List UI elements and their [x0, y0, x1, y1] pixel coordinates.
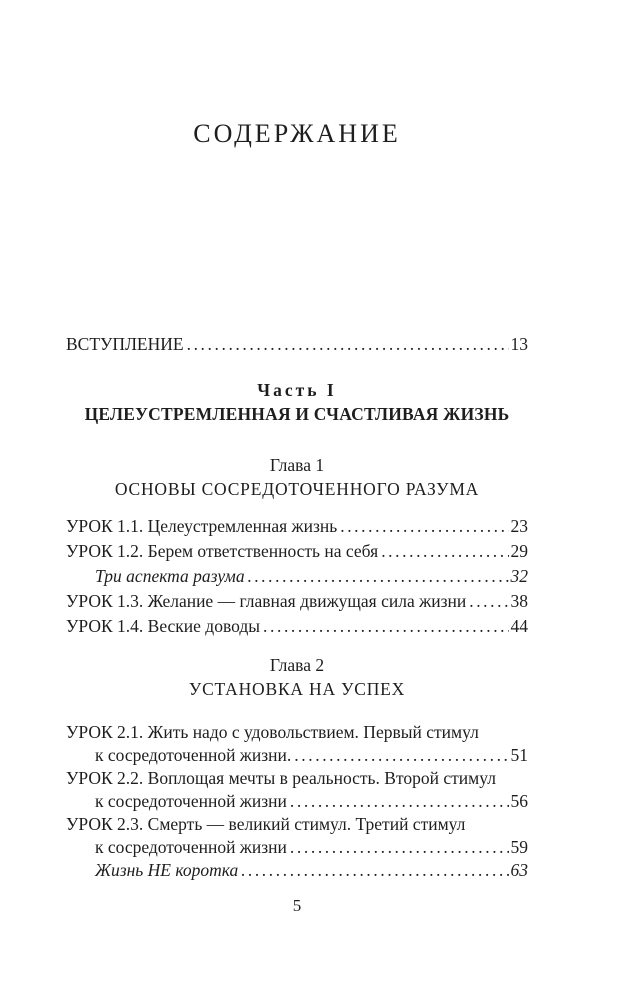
toc-entry-label: УРОК 1.1. Целеустремленная жизнь [66, 516, 338, 536]
toc-entry-label: УРОК 1.2. Берем ответственность на себя [66, 541, 379, 561]
chapter-1-entries [66, 514, 528, 639]
chapter-title: ОСНОВЫ СОСРЕДОТОЧЕННОГО РАЗУМА [114, 479, 480, 499]
toc-entry-page: 32 [510, 566, 528, 586]
toc-entry-page: 38 [510, 591, 528, 611]
page-title: СОДЕРЖАНИЕ [193, 119, 401, 148]
toc-entry-line1 [66, 813, 528, 836]
toc-entry [66, 721, 528, 767]
chapter-title: УСТАНОВКА НА УСПЕХ [188, 679, 406, 699]
toc-entry [66, 539, 528, 564]
dot-leader [340, 514, 508, 539]
toc-subentry [66, 564, 528, 589]
toc-entry-label: УРОК 2.1. Жить надо с удовольствием. Первый стимул [66, 722, 479, 742]
toc-entry-line1 [66, 721, 528, 744]
toc-entry [66, 589, 528, 614]
chapter-kicker: Глава 2 [269, 655, 325, 675]
toc-entry-label: УРОК 2.3. Смерть — великий стимул. Третий стимул [66, 814, 466, 834]
toc-entry-page: 23 [510, 516, 528, 536]
toc-entry-label: Три аспекта разума [95, 566, 245, 586]
toc-entry-page: 13 [510, 334, 528, 354]
toc-entry-line1 [66, 767, 528, 790]
dot-leader [290, 836, 509, 859]
toc-entry-label: Жизнь НЕ коротка [95, 860, 239, 880]
dot-leader [294, 744, 508, 767]
toc-entry-label: к сосредоточенной жизни. [95, 745, 292, 765]
toc-entry-page: 63 [510, 860, 528, 880]
toc-entry-line2 [66, 836, 528, 859]
toc-subentry [66, 859, 528, 882]
dot-leader [263, 614, 508, 639]
toc-entry-intro [66, 332, 528, 357]
toc-entry-label: к сосредоточенной жизни [95, 837, 287, 857]
toc-entry [66, 514, 528, 539]
toc-entry-line2 [66, 790, 528, 813]
chapter-kicker: Глава 1 [269, 455, 325, 475]
toc-entry-page: 51 [510, 745, 528, 765]
toc-entry [66, 767, 528, 813]
toc-entry-label: ВСТУПЛЕНИЕ [66, 334, 184, 354]
chapter-2-entries [66, 721, 528, 882]
dot-leader [187, 332, 509, 357]
toc-entry [66, 813, 528, 859]
dot-leader [241, 859, 508, 882]
page-number: 5 [292, 896, 302, 915]
toc-entry-page: 44 [510, 616, 528, 636]
dot-leader [381, 539, 508, 564]
toc-entry-label: УРОК 1.4. Веские доводы [66, 616, 261, 636]
chapter-1-heading [66, 453, 528, 501]
dot-leader [248, 564, 509, 589]
dot-leader [290, 790, 509, 813]
toc-entry-page: 59 [510, 837, 528, 857]
toc-entry-page: 56 [510, 791, 528, 811]
toc-entry-label: к сосредоточенной жизни [95, 791, 287, 811]
part-kicker: Часть I [257, 380, 337, 400]
chapter-2-heading [66, 653, 528, 701]
part-heading [66, 378, 528, 426]
part-title: ЦЕЛЕУСТРЕМЛЕННАЯ И СЧАСТЛИВАЯ ЖИЗНЬ [84, 404, 510, 424]
toc-content [66, 0, 528, 882]
dot-leader [469, 589, 508, 614]
toc-entry-page: 29 [510, 541, 528, 561]
toc-entry-label: УРОК 2.2. Воплощая мечты в реальность. Второй стимул [66, 768, 496, 788]
toc-entry-label: УРОК 1.3. Желание — главная движущая сила жизни [66, 591, 467, 611]
toc-entry [66, 614, 528, 639]
toc-entry-line2 [66, 744, 528, 767]
